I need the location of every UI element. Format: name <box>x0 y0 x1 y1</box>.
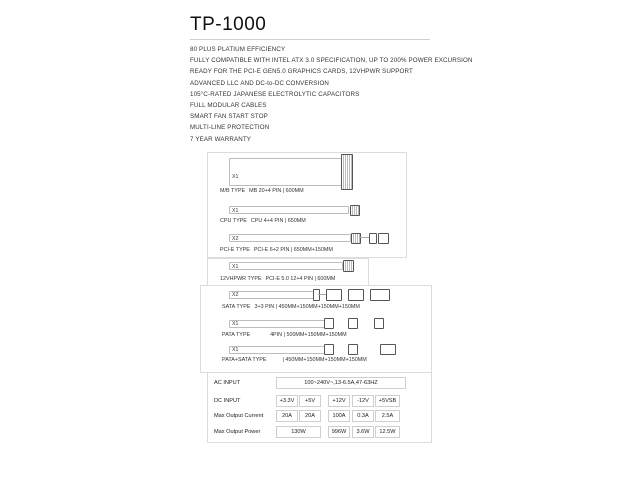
sata-wire-1 <box>318 294 326 295</box>
hpwr-spec: PCI-E 5.0 12+4 PIN | 600MM <box>265 276 336 282</box>
sata-connector-2-icon <box>326 289 342 301</box>
cpu-count: X1 <box>232 208 239 214</box>
pata-spec: 4PIN | 500MM+150MM+150MM <box>270 332 347 338</box>
current-value: 0.3A <box>352 410 374 422</box>
feature-list <box>190 44 473 145</box>
pcie-count: X2 <box>232 236 239 242</box>
pata-connector-2-icon <box>348 318 358 329</box>
feature-item: 80 PLUS PLATIUM EFFICIENCY <box>190 46 286 53</box>
patasata-spec: | 450MM+150MM+150MM+150MM <box>282 357 367 363</box>
power-value: 996W <box>328 426 350 438</box>
pcie-wire <box>359 237 369 238</box>
sata-spec: 3+3 PIN | 450MM+150MM+150MM+150MM <box>254 304 360 310</box>
patasata-cable-illustration <box>229 346 326 354</box>
hpwr-cable-illustration <box>229 262 343 270</box>
pata-connector-1-icon <box>324 318 334 329</box>
feature-item: 7 YEAR WARRANTY <box>190 135 252 143</box>
mb-connector-icon <box>341 154 353 190</box>
pcie-connector-3-icon <box>378 233 389 244</box>
hpwr-count: X1 <box>232 264 239 270</box>
max-current-label: Max Output Current <box>214 413 264 419</box>
feature-item: SMART FAN START STOP <box>190 113 268 121</box>
pcie-type: PCI-E TYPE <box>220 247 250 253</box>
pata-type: PATA TYPE <box>222 332 251 338</box>
feature-item: ADVANCED LLC AND DC-to-DC CONVERSION <box>190 79 330 87</box>
dc-value: -12V <box>352 395 374 407</box>
sata-type: SATA TYPE <box>222 304 251 310</box>
power-value: 130W <box>276 426 321 438</box>
power-value: 3.6W <box>352 426 374 438</box>
mb-spec: MB 20+4 PIN | 600MM <box>249 188 304 194</box>
ac-input-label: AC INPUT <box>214 380 241 386</box>
pcie-connector-2-icon <box>369 233 377 244</box>
title-divider <box>190 39 430 40</box>
hpwr-type: 12VHPWR TYPE <box>220 276 262 282</box>
pcie-spec: PCI-E 6+2 PIN | 650MM+150MM <box>253 247 333 253</box>
pata-connector-3-icon <box>374 318 384 329</box>
cpu-connector-icon <box>350 205 360 216</box>
pata-cable-illustration <box>229 320 326 328</box>
sata-connector-3-icon <box>348 289 364 301</box>
patasata-connector-2-icon <box>348 344 358 355</box>
feature-item: 105°C-RATED JAPANESE ELECTROLYTIC CAPACITORS <box>190 90 360 98</box>
mb-count: X1 <box>232 174 239 180</box>
feature-item: MULTI-LINE PROTECTION <box>190 124 270 132</box>
sata-connector-4-icon <box>370 289 390 301</box>
cpu-cable-illustration <box>229 206 349 214</box>
dc-value: +5VSB <box>375 395 400 407</box>
product-title: TP-1000 <box>190 14 267 35</box>
sata-cable-illustration <box>229 291 315 299</box>
pcie-cable-illustration <box>229 234 351 242</box>
hpwr-connector-icon <box>343 260 354 272</box>
feature-item: FULL MODULAR CABLES <box>190 102 267 110</box>
cpu-label <box>220 218 306 224</box>
cpu-type: CPU TYPE <box>220 218 247 224</box>
mb-cable-illustration <box>229 158 343 186</box>
hpwr-label <box>220 276 335 282</box>
pcie-label <box>220 247 333 253</box>
current-value: 100A <box>328 410 350 422</box>
feature-item: FULLY COMPATIBLE WITH INTEL ATX 3.0 SPECIFICATION, UP TO 200% POWER EXCURSION <box>190 57 473 65</box>
ac-input-value: 100~240V~,13-6.5A,47-63HZ <box>276 377 406 389</box>
pata-label <box>222 332 347 338</box>
dc-value: +5V <box>299 395 321 407</box>
cpu-spec: CPU 4+4 PIN | 650MM <box>250 218 306 224</box>
pcie-connector-icon <box>351 233 361 244</box>
dc-input-label: DC INPUT <box>214 398 241 404</box>
patasata-label <box>222 357 367 363</box>
mb-label <box>220 188 304 194</box>
power-value: 12.5W <box>375 426 400 438</box>
max-power-label: Max Output Power <box>214 429 261 435</box>
pata-count: X1 <box>232 321 239 327</box>
current-value: 20A <box>276 410 298 422</box>
mb-type: M/B TYPE <box>220 188 246 194</box>
dc-value: +3.3V <box>276 395 298 407</box>
dc-value: +12V <box>328 395 350 407</box>
feature-item: READY FOR THE PCI-E GEN5.0 GRAPHICS CARDS, 12VHPWR SUPPORT <box>190 68 413 76</box>
patasata-connector-1-icon <box>324 344 334 355</box>
sata-label <box>222 304 360 310</box>
current-value: 20A <box>299 410 321 422</box>
patasata-count: X1 <box>232 347 239 353</box>
current-value: 2.5A <box>375 410 400 422</box>
patasata-connector-3-icon <box>380 344 396 355</box>
sata-connector-1-icon <box>313 289 320 301</box>
patasata-type: PATA+SATA TYPE <box>222 357 267 363</box>
sata-count: X2 <box>232 292 239 298</box>
